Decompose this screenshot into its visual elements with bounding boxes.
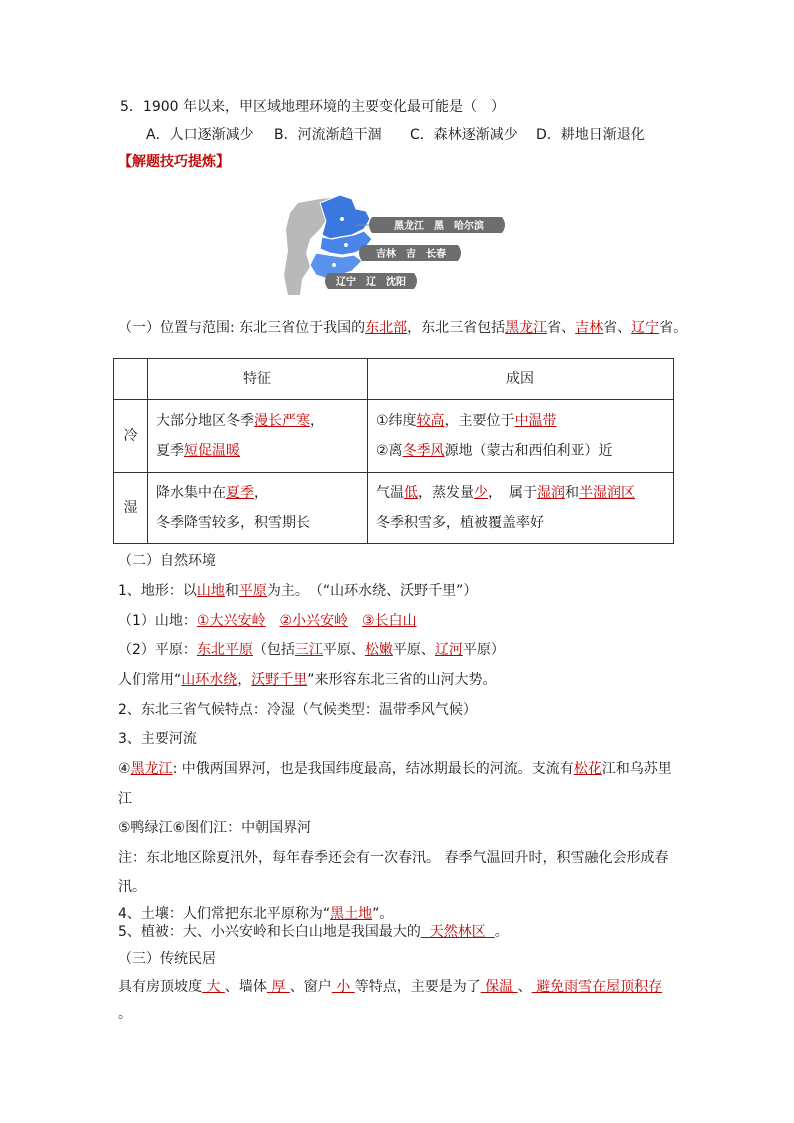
spring-flood-note-cont: 汛。 — [118, 879, 146, 895]
wet-feature: 降水集中在夏季， 冬季降雪较多，积雪期长 — [148, 473, 368, 544]
mountains-line: （1）山地：①大兴安岭 ②小兴安岭 ③长白山 — [118, 613, 417, 629]
soil-line: 4、土壤：人们常把东北平原称为“黑土地”。 — [118, 906, 394, 922]
northeast-map-figure — [280, 195, 510, 301]
table-header-row — [114, 359, 674, 400]
climate-line: 2、东北三省气候特点：冷湿（气候类型：温带季风气候） — [118, 702, 477, 718]
table-row-wet — [114, 473, 674, 544]
cold-cause: ①纬度较高，主要位于中温带 ②离冬季风源地（蒙古和西伯利亚）近 — [368, 400, 674, 473]
terrain-line: 1、地形：以山地和平原为主。 （“山环水绕、沃野千里”） — [118, 583, 478, 599]
landscape-phrase-line: 人们常用“山环水绕，沃野千里”来形容东北三省的山河大势。 — [118, 672, 497, 688]
question-5-stem: 5．1900 年以来，甲区域地理环境的主要变化最可能是（ ） — [120, 99, 505, 115]
table-header-feature: 特征 — [148, 359, 368, 400]
section2-title: （二）自然环境 — [118, 553, 216, 569]
vegetation-line: 5、植被：大、小兴安岭和长白山地是我国最大的 天然林区 。 — [118, 924, 509, 940]
map-label-jilin: 吉林 吉 长春 — [376, 249, 446, 260]
table-header-empty — [114, 359, 148, 400]
heilongjiang-river-line-cont: 江 — [118, 791, 132, 807]
wet-cause: 气温低，蒸发量少， 属于湿润和半湿润区 冬季积雪多，植被覆盖率好 — [368, 473, 674, 544]
heilongjiang-river-line: ④黑龙江: 中俄两国界河，也是我国纬度最高，结冰期最长的河流。支流有松花江和乌苏里 — [118, 761, 672, 777]
row-label-cold: 冷 — [114, 400, 148, 473]
cold-feature: 大部分地区冬季漫长严寒， 夏季短促温暖 — [148, 400, 368, 473]
map-label-heilongjiang: 黑龙江 黑 哈尔滨 — [394, 221, 484, 232]
section3-title: （三）传统民居 — [118, 951, 216, 967]
rivers-heading: 3、主要河流 — [118, 731, 197, 747]
table-header-cause: 成因 — [368, 359, 674, 400]
housing-line-end: 。 — [118, 1006, 132, 1022]
plains-line: （2）平原：东北平原（包括三江平原、松嫩平原、辽河平原） — [118, 642, 505, 658]
housing-line: 具有房顶坡度 大 、墙体 厚 、窗户 小 等特点，主要是为了 保温 、 避免雨雪在屋顶积存 — [118, 979, 663, 995]
option-c: C．森林逐渐减少 — [410, 127, 518, 143]
tip-heading: 【解题技巧提炼】 — [118, 154, 230, 170]
table-row-cold — [114, 400, 674, 473]
features-table — [113, 358, 674, 544]
option-a: A．人口逐渐减少 — [146, 127, 254, 143]
option-d: D．耕地日渐退化 — [536, 127, 645, 143]
option-b: B．河流渐趋干涸 — [274, 127, 382, 143]
spring-flood-note: 注：东北地区除夏汛外，每年春季还会有一次春汛。 春季气温回升时，积雪融化会形成春 — [118, 850, 669, 866]
section1-location: （一）位置与范围: 东北三省位于我国的东北部，东北三省包括黑龙江省、吉林省、辽宁省。 — [118, 320, 688, 336]
map-label-liaoning: 辽宁 辽 沈阳 — [336, 277, 406, 288]
row-label-wet: 湿 — [114, 473, 148, 544]
yalu-tumen-line: ⑤鸭绿江⑥图们江：中朝国界河 — [118, 820, 312, 836]
